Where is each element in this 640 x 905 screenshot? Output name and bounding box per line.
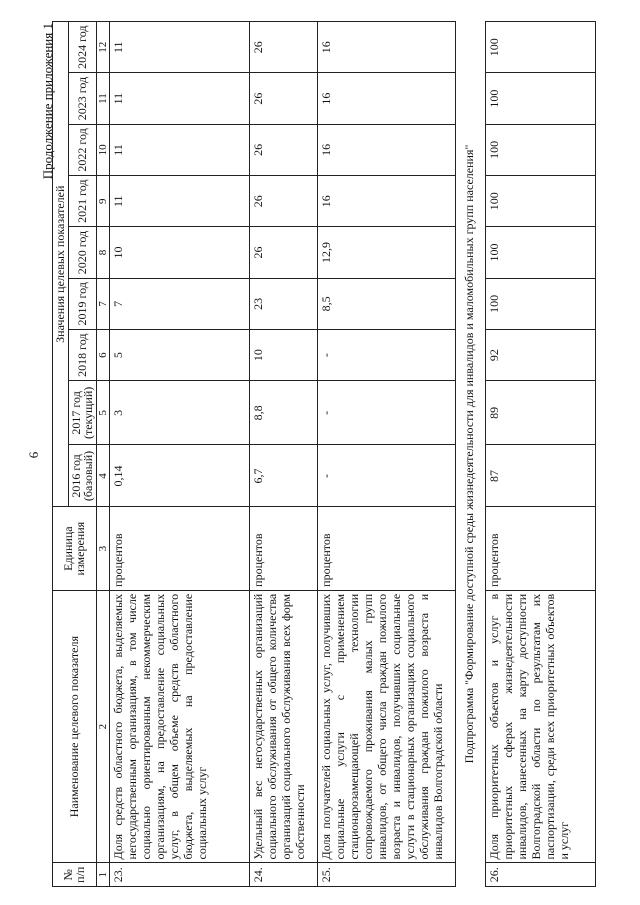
year-header: 2017 год (текущий): [68, 381, 96, 445]
value-cell: 16: [317, 176, 455, 227]
column-number: 3: [96, 507, 109, 590]
year-header: 2019 год: [68, 278, 96, 329]
value-cell: 92: [485, 330, 595, 381]
value-cell: 16: [317, 124, 455, 175]
value-cell: 11: [109, 176, 249, 227]
page-number: 6: [26, 451, 41, 459]
column-number: 10: [96, 124, 109, 175]
value-cell: 100: [485, 73, 595, 124]
column-number: 5: [96, 381, 109, 445]
value-cell: 5: [109, 330, 249, 381]
value-cell: 100: [485, 22, 595, 73]
unit-cell: процентов: [109, 507, 249, 590]
value-cell: 12,9: [317, 227, 455, 278]
value-cell: 16: [317, 73, 455, 124]
value-cell: 100: [485, 124, 595, 175]
row-number: 25.: [317, 863, 455, 887]
value-cell: 8,5: [317, 278, 455, 329]
year-header: 2021 год: [68, 176, 96, 227]
value-cell: -: [317, 445, 455, 507]
table-row: [317, 22, 455, 887]
value-cell: 100: [485, 176, 595, 227]
value-cell: 11: [109, 73, 249, 124]
value-cell: 10: [109, 227, 249, 278]
value-cell: 11: [109, 22, 249, 73]
subprogram-row: [455, 22, 485, 887]
value-cell: 23: [249, 278, 317, 329]
column-number: 4: [96, 445, 109, 507]
value-cell: 6,7: [249, 445, 317, 507]
col-num-header: № п/п: [53, 863, 97, 887]
unit-cell: процентов: [317, 507, 455, 590]
indicator-name: Доля получателей социальных услуг, получивших социальные услуги с применением стационарозамещающей технологии сопровождаемого проживания малых групп инвалидов, от общего числа граждан пожилого возраста и инвалидов, получивших социальные услуги в стационарных организациях социального обслуживания граждан пожилого возраста и инвалидов Волгоградской области: [317, 590, 455, 863]
unit-cell: процентов: [485, 507, 595, 590]
value-cell: 100: [485, 278, 595, 329]
value-cell: 8,8: [249, 381, 317, 445]
value-cell: 7: [109, 278, 249, 329]
column-number: 1: [96, 863, 109, 887]
value-cell: 26: [249, 176, 317, 227]
value-cell: 11: [109, 124, 249, 175]
table-row: [109, 22, 249, 887]
value-cell: 87: [485, 445, 595, 507]
row-number: 24.: [249, 863, 317, 887]
column-number: 2: [96, 590, 109, 863]
indicators-table: [52, 21, 596, 887]
value-cell: 10: [249, 330, 317, 381]
value-cell: 89: [485, 381, 595, 445]
year-header: 2023 год: [68, 73, 96, 124]
subprogram-title: Подпрограмма "Формирование доступной среды жизнедеятельности для инвалидов и маломобильных групп населения": [455, 22, 485, 887]
value-cell: 26: [249, 73, 317, 124]
indicator-name: Доля приоритетных объектов и услуг в приоритетных сферах жизнедеятельности инвалидов, нанесенных на карту доступности Волгоградской области по результатам их паспортизации, среди всех приоритетных объектов и услуг: [485, 590, 595, 863]
column-number: 12: [96, 22, 109, 73]
continuation-header: Продолжение приложения 1: [40, 23, 55, 180]
year-header: 2018 год: [68, 330, 96, 381]
value-cell: 0,14: [109, 445, 249, 507]
col-name-header: Наименование целевого показателя: [53, 590, 97, 863]
header-row-1: [53, 22, 69, 887]
row-number: 26.: [485, 863, 595, 887]
value-cell: 100: [485, 227, 595, 278]
col-unit-header: Единица измерения: [53, 507, 97, 590]
year-header: 2016 год (базовый): [68, 445, 96, 507]
value-cell: 16: [317, 22, 455, 73]
value-cell: 3: [109, 381, 249, 445]
value-cell: -: [317, 381, 455, 445]
indicator-name: Удельный вес негосударственных организаций социального обслуживания от общего количества организаций социального обслуживания всех форм собственности: [249, 590, 317, 863]
year-header: 2020 год: [68, 227, 96, 278]
column-number: 8: [96, 227, 109, 278]
unit-cell: процентов: [249, 507, 317, 590]
column-number-row: [96, 22, 109, 887]
year-header: 2024 год: [68, 22, 96, 73]
table-row: [249, 22, 317, 887]
column-number: 7: [96, 278, 109, 329]
values-group-header: Значения целевых показателей: [53, 22, 69, 507]
value-cell: 26: [249, 22, 317, 73]
row-number: 23.: [109, 863, 249, 887]
indicator-name: Доля средств областного бюджета, выделяемых негосударственным организациям, в том числе социально ориентированным некоммерческим организациям, на предоставление социальных услуг, в общем объеме средств областного бюджета, выделяемых на предоставление социальных услуг: [109, 590, 249, 863]
value-cell: 26: [249, 227, 317, 278]
column-number: 9: [96, 176, 109, 227]
value-cell: -: [317, 330, 455, 381]
year-header: 2022 год: [68, 124, 96, 175]
column-number: 6: [96, 330, 109, 381]
table-row: [485, 22, 595, 887]
column-number: 11: [96, 73, 109, 124]
value-cell: 26: [249, 124, 317, 175]
